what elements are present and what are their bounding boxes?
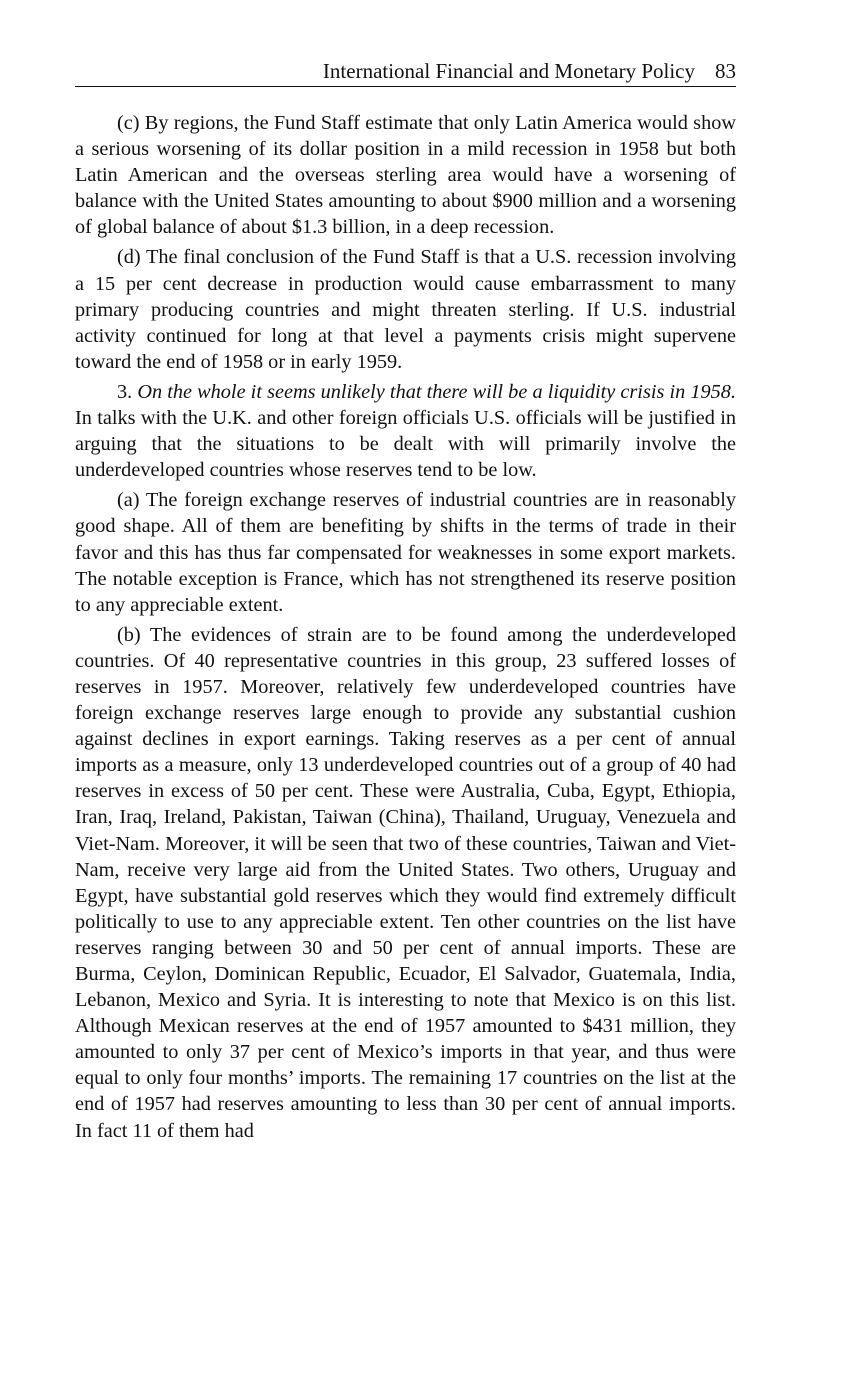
paragraph-b-underdeveloped-strain bbox=[75, 622, 736, 1144]
running-title: International Financial and Monetary Policy bbox=[322, 59, 695, 83]
paragraph-text: (b) The evidences of strain are to be found among the underdeveloped countries. Of 40 representative countries in this group, 23 suffered losses of reserves in 1957. Moreover, relatively few underdeveloped countries have foreign exchange reserves large enough to provide any substantial cushion against declines in export earnings. Taking reserves as a per cent of annual imports as a measure, only 13 underdeveloped countries out of a group of 40 had reserves in excess of 50 per cent. These were Australia, Cuba, Egypt, Ethiopia, Iran, Iraq, Ireland, Pakistan, Taiwan (China), Thailand, Uruguay, Venezuela and Viet-Nam. Moreover, it will be seen that two of these countries, Taiwan and Viet-Nam, receive very large aid from the United States. Two others, Uruguay and Egypt, have substantial gold reserves which they would find extremely difficult politically to use to any appreciable extent. Ten other countries on the list have reserves ranging between 30 and 50 per cent of annual imports. These are Burma, Ceylon, Dominican Republic, Ecuador, El Salvador, Guatemala, India, Lebanon, Mexico and Syria. It is interesting to note that Mexico is on this list. Although Mexican reserves at the end of 1957 amounted to $431 million, they amounted to only 37 per cent of Mexico’s imports in that year, and thus were equal to only four months’ imports. The remaining 17 countries on the list at the end of 1957 had reserves amounting to less than 30 per cent of annual imports. In fact 11 of them had bbox=[75, 623, 736, 1142]
body-text bbox=[75, 110, 736, 1144]
paragraph-d-final-conclusion bbox=[75, 244, 736, 374]
paragraph-text: In talks with the U.K. and other foreign officials U.S. officials will be justified in arguing that the situations to be dealt with will primarily involve the underdeveloped countries whose reserves tend to be low. bbox=[75, 407, 736, 482]
paragraph-3-liquidity-crisis bbox=[75, 379, 736, 483]
paragraph-text: (d) The final conclusion of the Fund Staff is that a U.S. recession involving a 15 per cent decrease in production would cause embarrassment to many primary producing countries and might threaten sterling. If U.S. industrial activity continued for long at that level a payments crisis might supervene toward the end of 1958 or in early 1959. bbox=[75, 246, 736, 373]
running-header bbox=[75, 58, 736, 87]
paragraph-number: 3. bbox=[117, 380, 138, 403]
paragraph-text: (c) By regions, the Fund Staff estimate that only Latin America would show a serious worsening of its dollar position in a mild recession in 1958 but both Latin American and the overseas sterling area would have a worsening of balance with the United States amounting to about $900 million and a worsening of global balance of about $1.3 billion, in a deep recession. bbox=[75, 112, 736, 239]
paragraph-c-regions bbox=[75, 110, 736, 240]
page-number: 83 bbox=[715, 59, 736, 83]
book-page bbox=[75, 58, 736, 1148]
paragraph-italic-thesis: On the whole it seems unlikely that there will be a liquidity crisis in 1958. bbox=[137, 380, 736, 403]
paragraph-text: (a) The foreign exchange reserves of industrial countries are in reasonably good shape. All of them are benefiting by shifts in the terms of trade in their favor and this has thus far compensated for weaknesses in some export markets. The notable exception is France, which has not strengthened its reserve position to any appreciable extent. bbox=[75, 489, 736, 616]
paragraph-a-industrial-reserves bbox=[75, 487, 736, 617]
